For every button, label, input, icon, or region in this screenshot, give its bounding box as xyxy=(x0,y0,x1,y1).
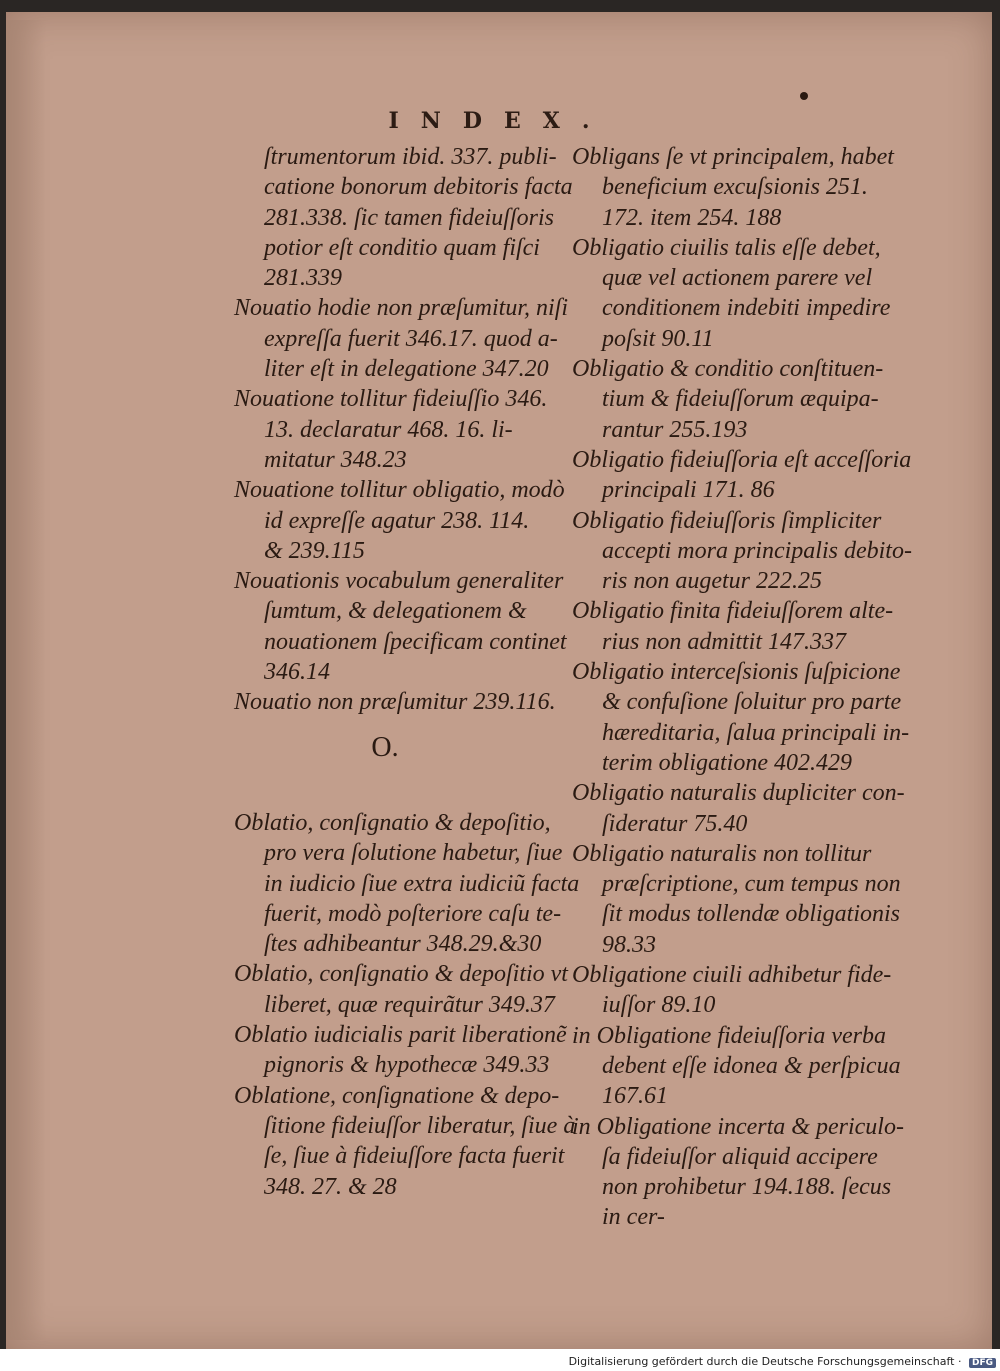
page-edge-shadow xyxy=(6,20,46,1340)
index-entry-continuation: liberet, quæ requirãtur 349.37 xyxy=(264,991,555,1018)
index-entry: Obligatione ciuili adhibetur fide- xyxy=(572,962,892,989)
footer-credit-text: Digitalisierung gefördert durch die Deutsche Forschungsgemeinschaft · xyxy=(568,1355,962,1368)
index-entry-continuation: non prohibetur 194.188. ſecus xyxy=(602,1174,892,1201)
index-entry-continuation: rius non admittit 147.337 xyxy=(602,628,847,655)
index-entry-continuation: principali 171. 86 xyxy=(602,477,775,504)
index-entry-continuation: beneficium excuſsionis 251. xyxy=(602,174,868,201)
index-entry-continuation: expreſſa fuerit 346.17. quod a- xyxy=(264,325,558,352)
index-entry-continuation: tium & fideiuſſorum æquipa- xyxy=(602,386,879,413)
index-entry-continuation: 98.33 xyxy=(602,931,656,958)
index-entry: in Obligatione incerta & periculo- xyxy=(572,1113,904,1140)
index-entry-continuation: in iudicio ſiue extra iudiciũ facta xyxy=(264,870,580,897)
index-entry: in Obligatione fideiuſſoria verba xyxy=(572,1022,886,1049)
page-title: INDEX. xyxy=(388,108,612,134)
index-entry-continuation: 281.338. ſic tamen fideiuſſoris xyxy=(264,204,554,231)
index-entry-continuation: 172. item 254. 188 xyxy=(602,204,782,231)
index-entry-continuation: ſtrumentorum ibid. 337. publi- xyxy=(264,144,557,170)
index-entry: Nouatio hodie non præſumitur, niſi xyxy=(234,295,569,322)
index-entry-continuation: ſa fideiuſſor aliquid accipere xyxy=(602,1143,878,1170)
spacer xyxy=(234,778,566,808)
index-entry: Obligatio fideiuſſoris ſimpliciter xyxy=(572,507,882,534)
index-entry: Obligatio naturalis dupliciter con- xyxy=(572,780,905,807)
index-entry: Obligatio ciuilis talis eſſe debet, xyxy=(572,234,881,261)
index-entry-continuation: mitatur 348.23 xyxy=(264,446,407,473)
dfg-logo-icon: DFG xyxy=(969,1358,996,1368)
index-entry-continuation: pro vera ſolutione habetur, ſiue xyxy=(264,840,563,867)
index-entry: Obligatio & conditio conſtituen- xyxy=(572,356,884,383)
index-entry-continuation: pignoris & hypothecæ 349.33 xyxy=(264,1052,550,1079)
index-entry-continuation: poſsit 90.11 xyxy=(602,325,714,352)
index-entry-continuation: nouationem ſpecificam continet xyxy=(264,628,567,655)
index-entry: Obligatio naturalis non tollitur xyxy=(572,840,872,867)
index-entry-continuation: ſumtum, & delegationem & xyxy=(264,598,527,625)
index-entry-continuation: 13. declaratur 468. 16. li- xyxy=(264,416,513,443)
index-entry-continuation: 167.61 xyxy=(602,1083,668,1110)
index-entry-continuation: & 239.115 xyxy=(264,537,365,564)
index-entry-continuation: rantur 255.193 xyxy=(602,416,748,443)
index-entry: Obligatio finita fideiuſſorem alte- xyxy=(572,598,894,625)
footer-bar xyxy=(0,1349,1000,1371)
index-entry: Oblatio, conſignatio & depoſitio, xyxy=(234,809,551,836)
index-entry-continuation: liter eſt in delegatione 347.20 xyxy=(264,356,549,383)
index-entry-continuation: fuerit, modò poſteriore caſu te- xyxy=(264,900,562,927)
index-entry-continuation: debent eſſe idonea & perſpicua xyxy=(602,1052,901,1079)
index-entry-continuation: ſitione fideiuſſor liberatur, ſiue à xyxy=(264,1112,576,1139)
index-entry: Oblatione, conſignatione & depo- xyxy=(234,1082,560,1109)
index-entry-continuation: ſtes adhibeantur 348.29.&30 xyxy=(264,931,542,958)
index-entry-continuation: ſideratur 75.40 xyxy=(602,810,748,837)
index-entry-continuation: potior eſt conditio quam fiſci xyxy=(264,234,540,261)
index-entry-continuation: in cer- xyxy=(602,1204,665,1231)
index-entry-continuation: id expreſſe agatur 238. 114. xyxy=(264,507,530,534)
index-entry-continuation: catione bonorum debitoris facta xyxy=(264,174,573,201)
section-heading: O. xyxy=(371,731,399,763)
index-entry-continuation: quæ vel actionem parere vel xyxy=(602,265,873,292)
index-entry: Obligatio interceſsionis ſuſpicione xyxy=(572,659,901,686)
index-entry: Obligans ſe vt principalem, habet xyxy=(572,144,894,170)
index-entry-continuation: ſit modus tollendæ obligationis xyxy=(602,901,901,928)
index-entry-continuation: præſcriptione, cum tempus non xyxy=(602,871,901,898)
index-entry-continuation: hæreditaria, ſalua principali in- xyxy=(602,719,910,746)
left-column xyxy=(234,142,580,1202)
index-entry-continuation: 281.339 xyxy=(264,265,342,292)
index-entry-continuation: accepti mora principalis debito- xyxy=(602,537,912,564)
index-entry-continuation: ris non augetur 222.25 xyxy=(602,568,823,595)
footer-credit xyxy=(569,1355,996,1368)
index-entry: Oblatio iudicialis parit liberationẽ xyxy=(234,1022,567,1049)
index-entry-continuation: conditionem indebiti impedire xyxy=(602,295,891,322)
index-entry: Obligatio fideiuſſoria eſt acceſſoria xyxy=(572,446,912,473)
index-entry-continuation: 348. 27. & 28 xyxy=(264,1173,397,1200)
index-entry: Nouatio non præſumitur 239.116. xyxy=(234,689,556,716)
index-entry: Nouatione tollitur fideiuſſio 346. xyxy=(234,386,548,413)
ink-spot xyxy=(800,92,808,100)
index-entry-continuation: 346.14 xyxy=(264,659,330,686)
index-entry: Nouatione tollitur obligatio, modò xyxy=(234,477,565,504)
index-entry: Oblatio, conſignatio & depoſitio vt xyxy=(234,961,568,988)
index-entry-continuation: & confuſione ſoluitur pro parte xyxy=(602,689,902,716)
index-entry: Nouationis vocabulum generaliter xyxy=(234,568,564,595)
index-entry-continuation: ſe, ſiue à fideiuſſore facta fuerit xyxy=(264,1143,565,1170)
index-entry-continuation: terim obligatione 402.429 xyxy=(602,749,852,776)
index-entry-continuation: iuſſor 89.10 xyxy=(602,992,716,1019)
right-column xyxy=(572,142,912,1233)
